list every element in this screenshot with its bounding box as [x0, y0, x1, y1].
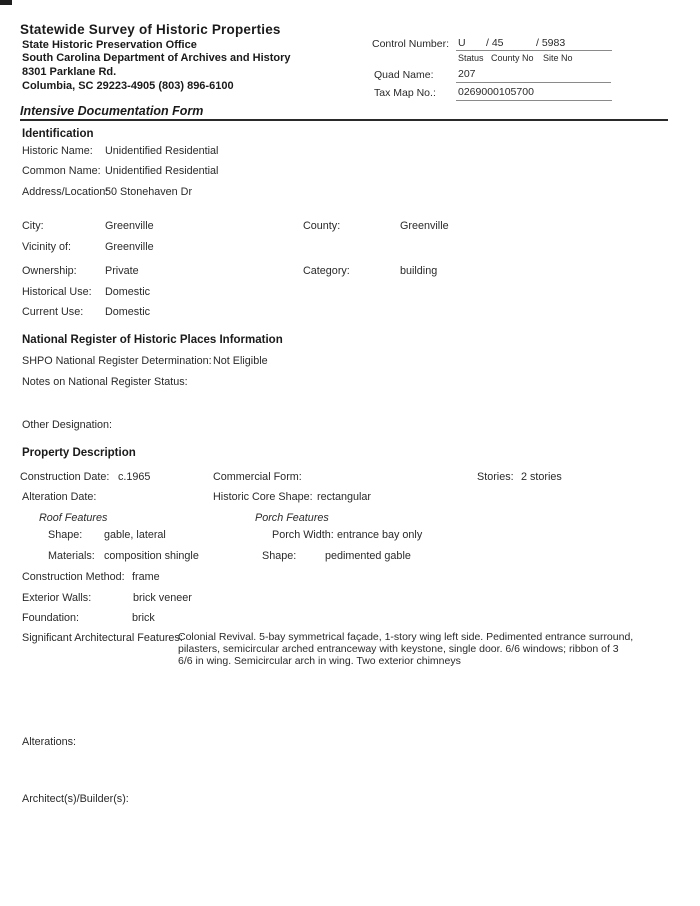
- porch-shape-value: pedimented gable: [325, 550, 411, 562]
- porch-features-heading: Porch Features: [255, 512, 329, 524]
- historic-name-label: Historic Name:: [22, 145, 93, 157]
- header-office-line-2: South Carolina Department of Archives and History: [22, 52, 291, 64]
- roof-shape-label: Shape:: [48, 529, 83, 541]
- property-description-heading: Property Description: [22, 447, 136, 459]
- roof-shape-value: gable, lateral: [104, 529, 166, 541]
- significant-features-text: [178, 631, 648, 668]
- significant-features-line-1: Colonial Revival. 5-bay symmetrical façade, 1-story wing left side. Pedimented entrance surround,: [178, 631, 634, 643]
- form-title-rule: [20, 119, 668, 121]
- historic-core-shape-label: Historic Core Shape:: [213, 491, 313, 503]
- shpo-determination-value: Not Eligible: [213, 355, 268, 367]
- control-site-no-value: / 5983: [536, 37, 566, 49]
- exterior-walls-value: brick veneer: [133, 592, 192, 604]
- address-location-label: Address/Location:: [22, 186, 109, 198]
- roof-features-heading: Roof Features: [39, 512, 108, 524]
- page-title: Statewide Survey of Historic Properties: [20, 22, 281, 37]
- current-use-label: Current Use:: [22, 306, 84, 318]
- common-name-label: Common Name:: [22, 165, 101, 177]
- foundation-value: brick: [132, 612, 155, 624]
- significant-features-line-3: 6/6 in wing. Semicircular arch in wing. Two exterior chimneys: [178, 655, 461, 668]
- foundation-label: Foundation:: [22, 612, 80, 624]
- architect-builder-label: Architect(s)/Builder(s):: [22, 793, 129, 805]
- vicinity-label: Vicinity of:: [22, 241, 72, 253]
- header-office-line-4: Columbia, SC 29223-4905 (803) 896-6100: [22, 80, 234, 92]
- form-title: Intensive Documentation Form: [20, 104, 204, 118]
- construction-date-label: Construction Date:: [20, 471, 110, 483]
- control-county-sublabel: County No: [491, 53, 534, 63]
- quad-name-value: 207: [458, 68, 476, 80]
- control-site-sublabel: Site No: [543, 53, 573, 63]
- quad-name-label: Quad Name:: [374, 69, 434, 81]
- historical-use-value: Domestic: [105, 286, 150, 298]
- county-label: County:: [303, 220, 341, 232]
- construction-date-value: c.1965: [118, 471, 151, 483]
- category-value: building: [400, 265, 438, 277]
- header-office-line-1: State Historic Preservation Office: [22, 39, 197, 51]
- scan-corner-mark: [0, 0, 12, 5]
- national-register-heading: National Register of Historic Places Information: [22, 334, 283, 346]
- control-number-label: Control Number:: [372, 38, 450, 50]
- identification-heading: Identification: [22, 128, 94, 140]
- historic-core-shape-value: rectangular: [317, 491, 372, 503]
- construction-method-value: frame: [132, 571, 160, 583]
- ownership-label: Ownership:: [22, 265, 77, 277]
- historic-name-value: Unidentified Residential: [105, 145, 219, 157]
- porch-width-label: Porch Width:: [272, 529, 334, 541]
- commercial-form-label: Commercial Form:: [213, 471, 302, 483]
- roof-materials-label: Materials:: [48, 550, 95, 562]
- control-number-underline: [456, 50, 612, 51]
- control-county-no-value: / 45: [486, 37, 504, 49]
- porch-width-value: entrance bay only: [337, 529, 423, 541]
- stories-value: 2 stories: [521, 471, 562, 483]
- city-label: City:: [22, 220, 44, 232]
- tax-map-underline: [456, 100, 612, 101]
- control-status-sublabel: Status: [458, 53, 484, 63]
- vicinity-value: Greenville: [105, 241, 154, 253]
- address-location-value: 50 Stonehaven Dr: [105, 186, 193, 198]
- tax-map-value: 0269000105700: [458, 86, 534, 98]
- significant-features-line-2: pilasters, semicircular arched entranceway with keystone, single door. 6/6 windows; ribbon of 3: [178, 643, 619, 656]
- historical-use-label: Historical Use:: [22, 286, 92, 298]
- shpo-determination-label: SHPO National Register Determination:: [22, 355, 212, 367]
- current-use-value: Domestic: [105, 306, 150, 318]
- ownership-value: Private: [105, 265, 139, 277]
- roof-materials-value: composition shingle: [104, 550, 199, 562]
- construction-method-label: Construction Method:: [22, 571, 125, 583]
- header-office-line-3: 8301 Parklane Rd.: [22, 66, 117, 78]
- city-value: Greenville: [105, 220, 154, 232]
- nr-notes-label: Notes on National Register Status:: [22, 376, 188, 388]
- exterior-walls-label: Exterior Walls:: [22, 592, 92, 604]
- other-designation-label: Other Designation:: [22, 419, 113, 431]
- county-value: Greenville: [400, 220, 449, 232]
- stories-label: Stories:: [477, 471, 514, 483]
- porch-shape-label: Shape:: [262, 550, 297, 562]
- alteration-date-label: Alteration Date:: [22, 491, 97, 503]
- quad-name-underline: [456, 82, 611, 83]
- control-status-value: U: [458, 37, 466, 49]
- category-label: Category:: [303, 265, 350, 277]
- alterations-label: Alterations:: [22, 736, 77, 748]
- common-name-value: Unidentified Residential: [105, 165, 219, 177]
- tax-map-label: Tax Map No.:: [374, 87, 436, 99]
- significant-features-label: Significant Architectural Features:: [22, 632, 183, 644]
